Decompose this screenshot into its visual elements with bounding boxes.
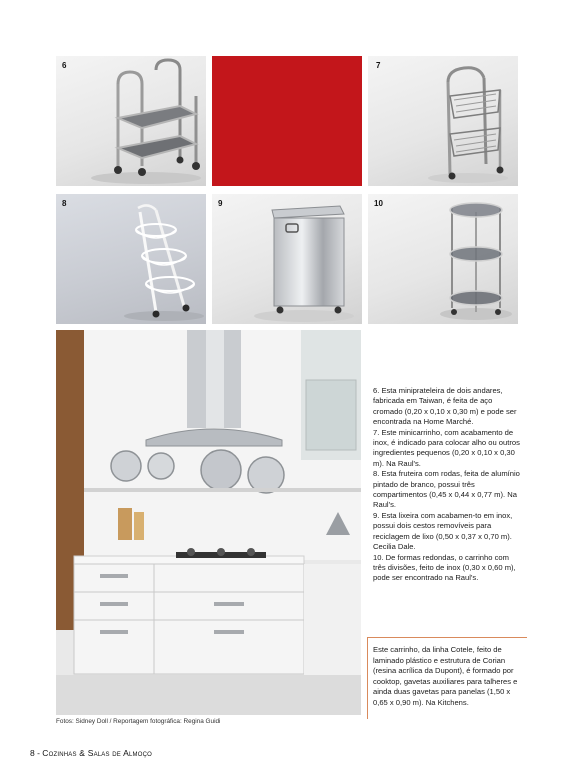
section-title: Cozinhas & Salas de Almoço — [42, 748, 152, 758]
page-number: 8 — [30, 748, 35, 758]
caption-rule-horizontal — [367, 637, 527, 638]
photo-number: 8 — [62, 199, 67, 208]
caption-item-10: 10. De formas redondas, o carrinho com três divisões, feito de inox (0,30 x 0,60 m), pode ser encontrado na Raul's. — [373, 552, 516, 583]
fruit-rack-image — [56, 194, 206, 324]
caption-item-7: 7. Este minicarrinho, com acabamento de inox, é indicado para colocar alho ou outros ingredientes pequenos (0,20 x 0,10 x 0,30 m). Na Raul's. — [373, 427, 520, 468]
kitchen-cart-image — [56, 330, 361, 715]
caption-item-6: 6. Esta miniprateleira de dois andares, fabricada em Taiwan, é feita de aço cromado (0,20 x 0,10 x 0,30 m) e pode ser encontrada na Home Marché. — [373, 386, 517, 427]
wire-basket-cart-image — [368, 56, 518, 186]
photo-number: 6 — [62, 61, 67, 70]
photo-tile-6 — [56, 56, 206, 186]
caption-item-9: 9. Esta lixeira com acabamen-to em inox, possui dois cestos removíveis para reciclagem de lixo (0,50 x 0,37 x 0,70 m). Cecilia Dale. — [373, 510, 513, 552]
caption-rule-vertical — [367, 637, 368, 719]
chrome-shelf-image — [56, 56, 206, 186]
caption-item-8: 8. Esta fruteira com rodas, feita de alumínio pintado de branco, possui três compartimentos (0,45 x 0,44 x 0,77 m). Na Raul's. — [373, 469, 520, 510]
folio-separator: - — [34, 748, 43, 758]
product-captions — [373, 386, 523, 584]
kitchen-photo — [56, 330, 361, 715]
photo-tile-10 — [368, 194, 518, 324]
photo-tile-7 — [368, 56, 518, 186]
round-trolley-image — [368, 194, 518, 324]
photo-number: 10 — [374, 199, 383, 208]
photo-credit: Fotos: Sidney Doll / Reportagem fotográfica: Regina Guidi — [56, 718, 221, 725]
kitchen-caption: Este carrinho, da linha Cotele, feito de laminado plástico e estrutura de Corian (resina acrílica da Dupont), é formado por cooktop, gavetas auxiliares para talheres e ainda duas gavetas para panelas (1,50 x 0,65 x 0,90 m). Na Kitchens. — [373, 645, 518, 707]
photo-number: 7 — [376, 61, 381, 70]
photo-number: 9 — [218, 199, 223, 208]
trash-bin-image — [212, 194, 362, 324]
red-color-block — [212, 56, 362, 186]
photo-tile-9 — [212, 194, 362, 324]
page-folio — [30, 748, 152, 758]
photo-tile-8 — [56, 194, 206, 324]
